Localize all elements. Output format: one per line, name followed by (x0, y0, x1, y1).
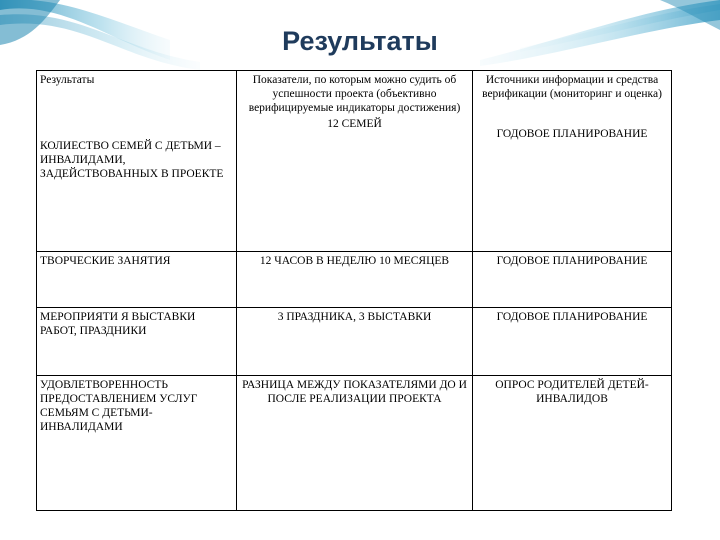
header-results-label: Результаты (40, 74, 95, 86)
slide-title: Результаты (282, 26, 438, 56)
row2-indicator: 12 ЧАСОВ В НЕДЕЛЮ 10 МЕСЯЦЕВ (237, 252, 473, 308)
row4-source: ОПРОС РОДИТЕЛЕЙ ДЕТЕЙ-ИНВАЛИДОВ (473, 376, 672, 511)
row4-indicator: РАЗНИЦА МЕЖДУ ПОКАЗАТЕЛЯМИ ДО И ПОСЛЕ РЕАЛИЗАЦИИ ПРОЕКТА (237, 376, 473, 511)
header-sources (473, 71, 672, 252)
row2-result: ТВОРЧЕСКИЕ ЗАНЯТИЯ (37, 252, 237, 308)
row1-result: КОЛИЕСТВО СЕМЕЙ С ДЕТЬМИ –ИНВАЛИДАМИ, ЗАДЕЙСТВОВАННЫХ В ПРОЕКТЕ (40, 140, 224, 180)
header-indicators-label: Показатели, по которым можно судить об успешности проекта (объективно верифицируемые индикаторы достижения) (248, 74, 461, 114)
table-row (37, 308, 672, 376)
row1-source: ГОДОВОЕ ПЛАНИРОВАНИЕ (496, 128, 648, 140)
table-row (37, 376, 672, 511)
table-row (37, 252, 672, 308)
header-indicators (237, 71, 473, 252)
header-sources-label: Источники информации и средства верификации (мониторинг и оценка) (482, 74, 662, 100)
results-table (36, 70, 672, 511)
header-results (37, 71, 237, 252)
row3-result: МЕРОПРИЯТИ Я ВЫСТАВКИ РАБОТ, ПРАЗДНИКИ (37, 308, 237, 376)
row1-indicator: 12 СЕМЕЙ (327, 118, 382, 130)
table-header-row (37, 71, 672, 141)
row2-source: ГОДОВОЕ ПЛАНИРОВАНИЕ (473, 252, 672, 308)
row4-result: УДОВЛЕТВОРЕННОСТЬ ПРЕДОСТАВЛЕНИЕМ УСЛУГ СЕМЬЯМ С ДЕТЬМИ-ИНВАЛИДАМИ (37, 376, 237, 511)
row3-source: ГОДОВОЕ ПЛАНИРОВАНИЕ (473, 308, 672, 376)
row3-indicator: 3 ПРАЗДНИКА, 3 ВЫСТАВКИ (237, 308, 473, 376)
